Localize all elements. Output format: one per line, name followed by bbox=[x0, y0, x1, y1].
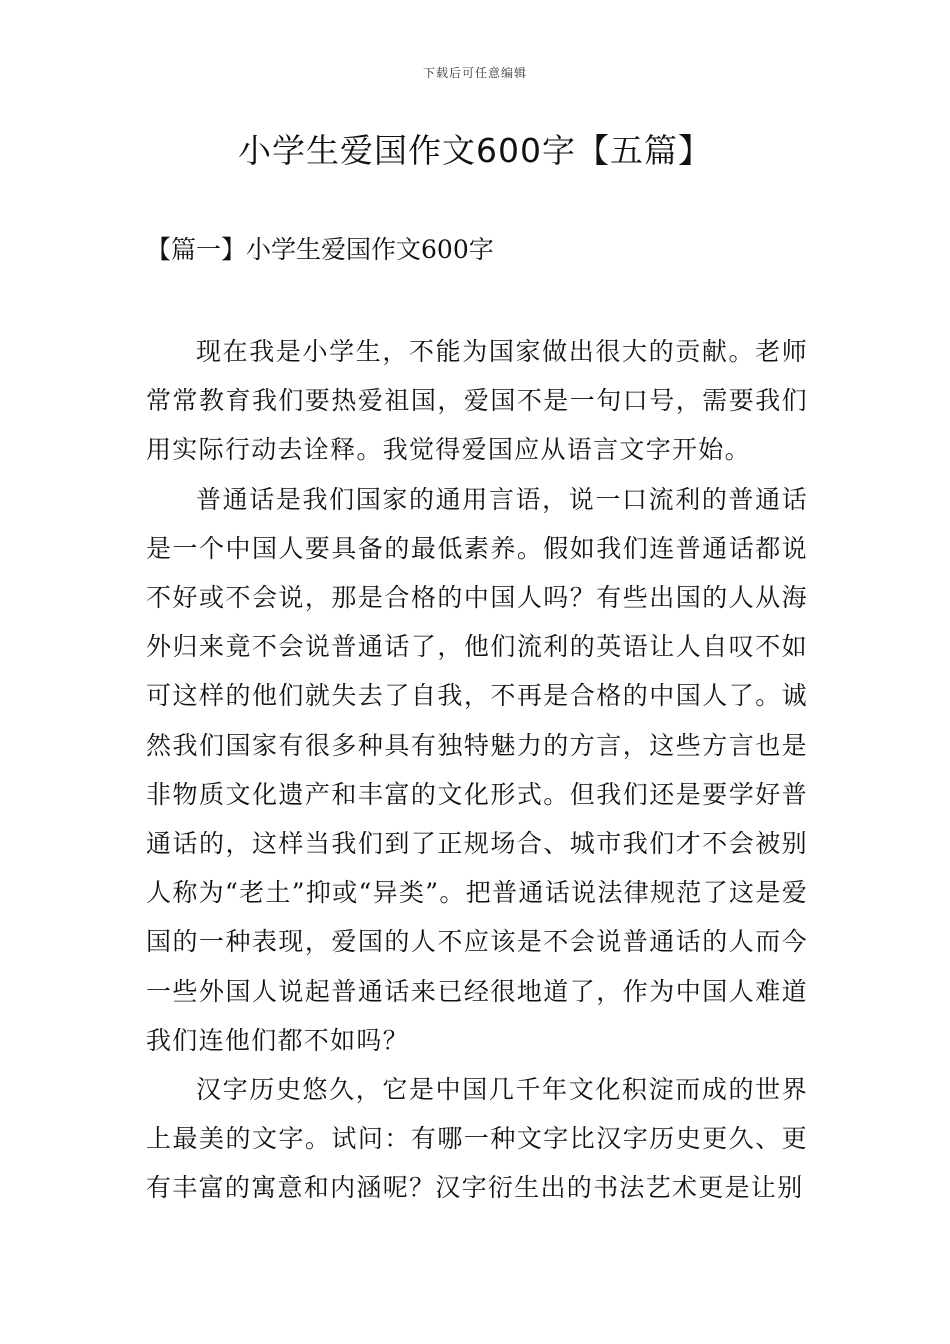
section-heading: 【篇一】小学生爱国作文600字 bbox=[146, 235, 494, 264]
paragraph-2: 普通话是我们国家的通用言语，说一口流利的普通话是一个中国人要具备的最低素养。假如我们连普通话都说不好或不会说，那是合格的中国人吗？有些出国的人从海外归来竟不会说普通话了，他们流利的英语让人自叹不如可这样的他们就失去了自我，不再是合格的中国人了。诚然我们国家有很多种具有独特魅力的方言，这些方言也是非物质文化遗产和丰富的文化形式。但我们还是要学好普通话的，这样当我们到了正规场合、城市我们才不会被别人称为“老土”抑或“异类”。把普通话说法律规范了这是爱国的一种表现，爱国的人不应该是不会说普通话的人而今一些外国人说起普通话来已经很地道了，作为中国人难道我们连他们都不如吗？ bbox=[146, 484, 808, 1055]
header-note: 下载后可任意编辑 bbox=[422, 66, 527, 80]
document-title: 小学生爱国作文600字【五篇】 bbox=[238, 131, 712, 170]
paragraph-1: 现在我是小学生，不能为国家做出很大的贡献。老师常常教育我们要热爱祖国，爱国不是一句口号，需要我们用实际行动去诠释。我觉得爱国应从语言文字开始。 bbox=[146, 337, 808, 465]
document-body bbox=[146, 327, 808, 1213]
paragraph-3: 汉字历史悠久，它是中国几千年文化积淀而成的世界上最美的文字。试问：有哪一种文字比汉字历史更久、更有丰富的寓意和内涵呢？汉字衍生出的书法艺术更是让别 bbox=[146, 1075, 808, 1203]
